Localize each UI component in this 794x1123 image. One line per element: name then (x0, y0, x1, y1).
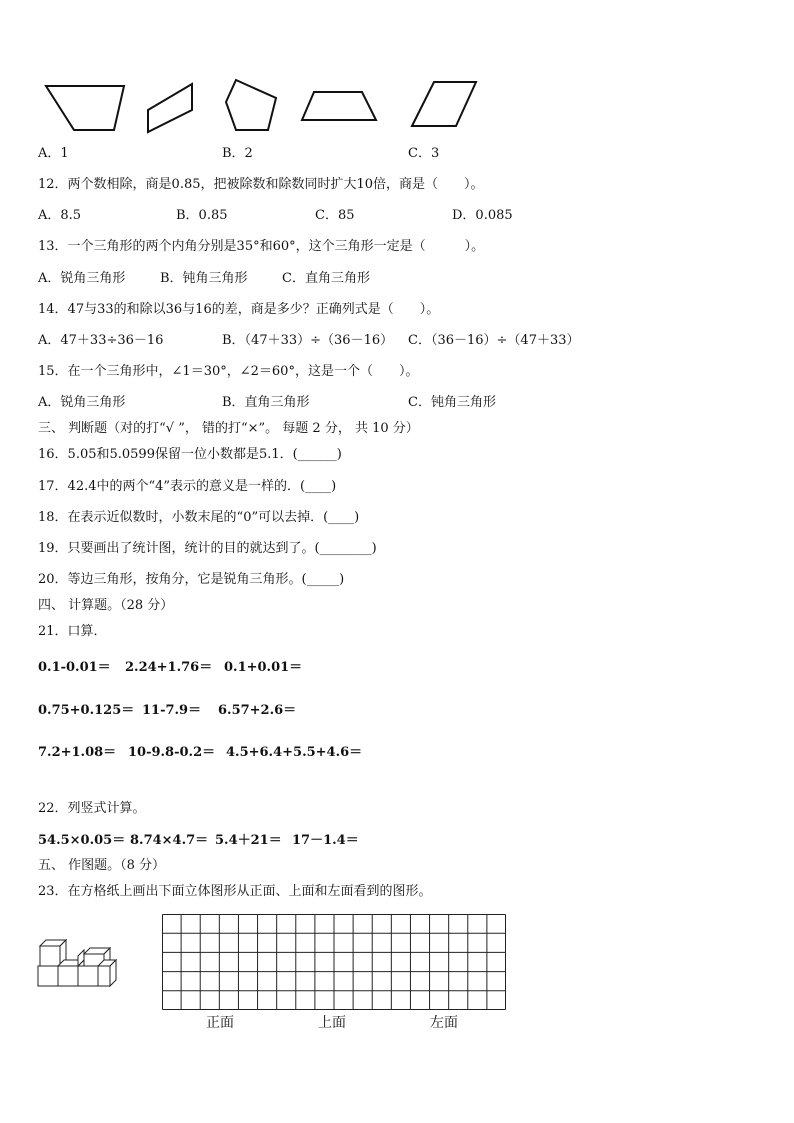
q21-item: 10-9.8-0.2＝ (128, 745, 216, 760)
q21-title: 21．口算． (38, 624, 107, 639)
q14-option-a: A．47＋33÷36－16 (38, 333, 164, 348)
q13-option-a: A．锐角三角形 (38, 271, 126, 286)
q12-option-d: D．0.085 (452, 208, 513, 223)
q22-title: 22．列竖式计算。 (38, 801, 146, 816)
q22-item: 8.74×4.7＝ (130, 833, 209, 848)
grid-paper[interactable] (162, 914, 506, 1010)
q22-item: 5.4＋21＝ (215, 833, 282, 848)
cube-arrangement-figure (36, 938, 122, 990)
q11-option-c: C．3 (408, 146, 440, 161)
q23-question: 23．在方格纸上画出下面立体图形从正面、上面和左面看到的图形。 (38, 884, 432, 899)
q11-shapes-figure (36, 74, 496, 138)
q21-item: 6.57+2.6＝ (218, 703, 297, 718)
section-3-heading: 三、 判断题（对的打“√ ”， 错的打“×”。 每题 2 分， 共 10 分） (38, 421, 419, 436)
section-5-heading: 五、 作图题。（8 分） (38, 858, 166, 873)
q15-question: 15．在一个三角形中，∠1＝30°，∠2＝60°，这是一个（ ）。 (38, 364, 419, 379)
q13-question: 13．一个三角形的两个内角分别是35°和60°，这个三角形一定是（ ）。 (38, 239, 485, 254)
q21-item: 11-7.9＝ (142, 703, 202, 718)
q17-statement: 17．42.4中的两个“4”表示的意义是一样的．(____) (38, 479, 337, 494)
left-view-label: 左面 (430, 1015, 458, 1031)
trapezoid-shape-1 (46, 86, 124, 130)
q18-statement: 18．在表示近似数时，小数末尾的“0”可以去掉．(____) (38, 510, 360, 525)
q11-option-b: B．2 (222, 146, 253, 161)
q21-item: 0.75+0.125＝ (38, 703, 135, 718)
q20-statement: 20．等边三角形，按角分，它是锐角三角形。(_____) (38, 572, 345, 587)
q12-option-a: A．8.5 (38, 208, 82, 223)
q15-option-b: B．直角三角形 (222, 395, 310, 410)
q22-item: 54.5×0.05＝ (38, 833, 126, 848)
pentagon-shape (226, 80, 276, 130)
q21-item: 7.2+1.08＝ (38, 745, 117, 760)
q19-statement: 19．只要画出了统计图，统计的目的就达到了。(________) (38, 541, 377, 556)
q13-option-c: C．直角三角形 (282, 271, 370, 286)
parallelogram-shape-1 (148, 84, 192, 132)
q21-item: 4.5+6.4+5.5+4.6＝ (226, 745, 363, 760)
q12-option-b: B．0.85 (176, 208, 228, 223)
q16-statement: 16．5.05和5.0599保留一位小数都是5.1．(______) (38, 447, 342, 462)
q13-option-b: B．钝角三角形 (160, 271, 248, 286)
q22-item: 17－1.4＝ (292, 833, 359, 848)
q14-option-b: B．（47＋33）÷（36－16） (222, 333, 394, 348)
parallelogram-shape-2 (412, 82, 476, 126)
q14-option-c: C．（36－16）÷（47＋33） (408, 333, 580, 348)
q21-item: 0.1+0.01＝ (224, 660, 303, 675)
q12-question: 12．两个数相除，商是0.85，把被除数和除数同时扩大10倍，商是（ ）。 (38, 177, 484, 192)
q14-question: 14．47与33的和除以36与16的差，商是多少？正确列式是（ ）。 (38, 302, 440, 317)
section-4-heading: 四、 计算题。（28 分） (38, 598, 174, 613)
trapezoid-shape-2 (302, 92, 376, 120)
front-view-label: 正面 (206, 1015, 234, 1031)
top-view-label: 上面 (318, 1015, 346, 1031)
q21-item: 2.24+1.76＝ (125, 660, 213, 675)
q21-item: 0.1-0.01＝ (38, 660, 111, 675)
q12-option-c: C．85 (315, 208, 355, 223)
q15-option-a: A．锐角三角形 (38, 395, 126, 410)
q11-option-a: A．1 (38, 146, 69, 161)
q15-option-c: C．钝角三角形 (408, 395, 496, 410)
